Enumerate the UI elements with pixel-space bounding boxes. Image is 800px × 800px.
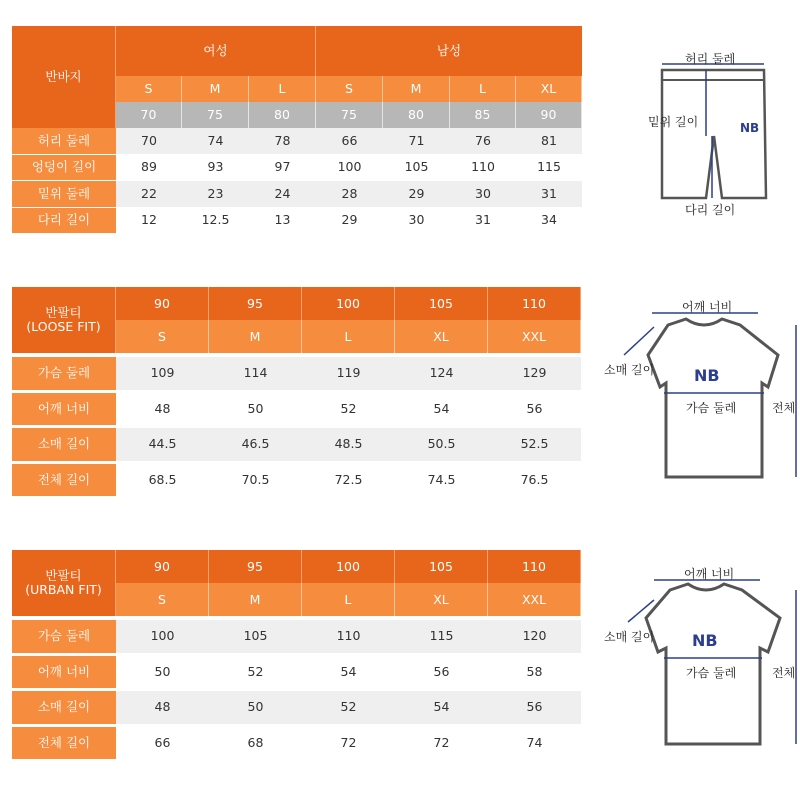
value-cell: 34: [516, 208, 582, 234]
value-cell: 30: [383, 208, 450, 234]
row-label: 소매 길이: [12, 428, 116, 461]
value-cell: 52: [302, 691, 395, 724]
value-cell: 46.5: [209, 428, 302, 461]
value-cell: 100: [116, 620, 209, 653]
size-number-cell: 75: [182, 102, 249, 128]
value-cell: 54: [395, 691, 488, 724]
value-cell: 68: [209, 727, 302, 760]
tee-urban-title: 반팔티 (URBAN FIT): [12, 550, 116, 616]
value-cell: 124: [395, 357, 488, 390]
value-cell: 54: [395, 393, 488, 426]
tee-loose-sleeve-label: 소매 길이: [604, 363, 655, 377]
row-label: 전체 길이: [12, 464, 116, 497]
value-cell: 105: [383, 155, 450, 181]
size-label-cell: S: [116, 583, 209, 616]
value-cell: 100: [316, 155, 383, 181]
tee-loose-diagram: [600, 295, 800, 485]
value-cell: 74: [488, 727, 581, 760]
row-label: 밑위 둘레: [12, 181, 116, 207]
value-cell: 58: [488, 656, 581, 689]
tee-urban-diagram: [600, 560, 800, 750]
value-cell: 129: [488, 357, 581, 390]
size-number-cell: 110: [488, 287, 581, 320]
value-cell: 30: [450, 181, 516, 207]
shorts-rise-label: 밑위 길이: [648, 115, 699, 129]
tee-urban-shoulder-label: 어깨 너비: [684, 567, 735, 581]
shorts-leg-label: 다리 길이: [685, 203, 736, 217]
value-cell: 72.5: [302, 464, 395, 497]
value-cell: 52: [302, 393, 395, 426]
value-cell: 72: [395, 727, 488, 760]
value-cell: 50: [209, 393, 302, 426]
tee-urban-total-label: 전체: [772, 666, 796, 680]
row-label: 가슴 둘레: [12, 357, 116, 390]
size-number-cell: 80: [383, 102, 450, 128]
size-number-cell: 90: [116, 550, 209, 583]
svg-text:NB: NB: [692, 631, 718, 650]
value-cell: 68.5: [116, 464, 209, 497]
tee-urban-sleeve-label: 소매 길이: [604, 630, 655, 644]
value-cell: 105: [209, 620, 302, 653]
tee-urban-illustration: [600, 560, 800, 750]
value-cell: 76.5: [488, 464, 581, 497]
row-label: 전체 길이: [12, 727, 116, 760]
svg-text:NB: NB: [694, 366, 720, 385]
size-label-cell: S: [316, 76, 383, 102]
value-cell: 89: [116, 155, 182, 181]
value-cell: 28: [316, 181, 383, 207]
size-number-cell: 105: [395, 550, 488, 583]
value-cell: 76: [450, 128, 516, 154]
size-label-cell: L: [302, 583, 395, 616]
value-cell: 12.5: [182, 208, 249, 234]
tee-loose-size-table: [12, 287, 582, 497]
value-cell: 97: [249, 155, 316, 181]
value-cell: 93: [182, 155, 249, 181]
row-label: 엉덩이 길이: [12, 155, 116, 181]
value-cell: 74: [182, 128, 249, 154]
value-cell: 12: [116, 208, 182, 234]
value-cell: 31: [516, 181, 582, 207]
shorts-illustration: [640, 40, 780, 220]
value-cell: 29: [383, 181, 450, 207]
size-number-cell: 85: [450, 102, 516, 128]
size-label-cell: M: [383, 76, 450, 102]
value-cell: 70: [116, 128, 182, 154]
row-label: 다리 길이: [12, 208, 116, 234]
value-cell: 66: [316, 128, 383, 154]
value-cell: 119: [302, 357, 395, 390]
size-label-cell: L: [450, 76, 516, 102]
value-cell: 50: [209, 691, 302, 724]
row-label: 소매 길이: [12, 691, 116, 724]
size-number-cell: 95: [209, 287, 302, 320]
tee-urban-chest-label: 가슴 둘레: [686, 666, 737, 680]
value-cell: 22: [116, 181, 182, 207]
size-number-cell: 100: [302, 287, 395, 320]
tee-loose-shoulder-label: 어깨 너비: [682, 300, 733, 314]
shorts-waist-label: 허리 둘레: [685, 52, 736, 66]
size-number-cell: 95: [209, 550, 302, 583]
value-cell: 48: [116, 393, 209, 426]
row-label: 어깨 너비: [12, 393, 116, 426]
value-cell: 115: [516, 155, 582, 181]
value-cell: 110: [450, 155, 516, 181]
shorts-group-women: 여성: [116, 26, 316, 76]
size-number-cell: 90: [116, 287, 209, 320]
value-cell: 72: [302, 727, 395, 760]
value-cell: 66: [116, 727, 209, 760]
value-cell: 120: [488, 620, 581, 653]
size-number-cell: 100: [302, 550, 395, 583]
size-label-cell: M: [209, 583, 302, 616]
size-label-cell: XL: [395, 583, 488, 616]
value-cell: 56: [395, 656, 488, 689]
size-label-cell: XXL: [488, 320, 581, 353]
size-label-cell: XL: [516, 76, 582, 102]
size-label-cell: L: [302, 320, 395, 353]
row-label: 가슴 둘레: [12, 620, 116, 653]
value-cell: 50.5: [395, 428, 488, 461]
value-cell: 81: [516, 128, 582, 154]
value-cell: 52.5: [488, 428, 581, 461]
shorts-diagram: [640, 40, 780, 220]
size-number-cell: 80: [249, 102, 316, 128]
row-label: 허리 둘레: [12, 128, 116, 154]
size-number-cell: 75: [316, 102, 383, 128]
size-label-cell: S: [116, 320, 209, 353]
shorts-title: 반바지: [12, 26, 116, 128]
value-cell: 71: [383, 128, 450, 154]
shorts-size-table: [12, 26, 582, 234]
value-cell: 74.5: [395, 464, 488, 497]
value-cell: 70.5: [209, 464, 302, 497]
size-label-cell: S: [116, 76, 182, 102]
value-cell: 56: [488, 393, 581, 426]
value-cell: 48: [116, 691, 209, 724]
value-cell: 23: [182, 181, 249, 207]
value-cell: 52: [209, 656, 302, 689]
value-cell: 29: [316, 208, 383, 234]
value-cell: 114: [209, 357, 302, 390]
size-number-cell: 70: [116, 102, 182, 128]
value-cell: 110: [302, 620, 395, 653]
value-cell: 115: [395, 620, 488, 653]
size-number-cell: 90: [516, 102, 582, 128]
size-label-cell: M: [209, 320, 302, 353]
tee-loose-illustration: [600, 295, 800, 485]
value-cell: 31: [450, 208, 516, 234]
value-cell: 24: [249, 181, 316, 207]
size-label-cell: M: [182, 76, 249, 102]
tee-loose-total-label: 전체: [772, 401, 796, 415]
value-cell: 54: [302, 656, 395, 689]
value-cell: 56: [488, 691, 581, 724]
row-label: 어깨 너비: [12, 656, 116, 689]
value-cell: 109: [116, 357, 209, 390]
tee-loose-chest-label: 가슴 둘레: [686, 401, 737, 415]
shorts-group-men: 남성: [316, 26, 582, 76]
value-cell: 78: [249, 128, 316, 154]
tee-urban-size-table: [12, 550, 582, 760]
value-cell: 44.5: [116, 428, 209, 461]
size-label-cell: XXL: [488, 583, 581, 616]
size-number-cell: 110: [488, 550, 581, 583]
value-cell: 48.5: [302, 428, 395, 461]
size-number-cell: 105: [395, 287, 488, 320]
tee-loose-title: 반팔티 (LOOSE FIT): [12, 287, 116, 353]
value-cell: 13: [249, 208, 316, 234]
size-label-cell: L: [249, 76, 316, 102]
size-label-cell: XL: [395, 320, 488, 353]
value-cell: 50: [116, 656, 209, 689]
svg-text:NB: NB: [740, 121, 760, 135]
